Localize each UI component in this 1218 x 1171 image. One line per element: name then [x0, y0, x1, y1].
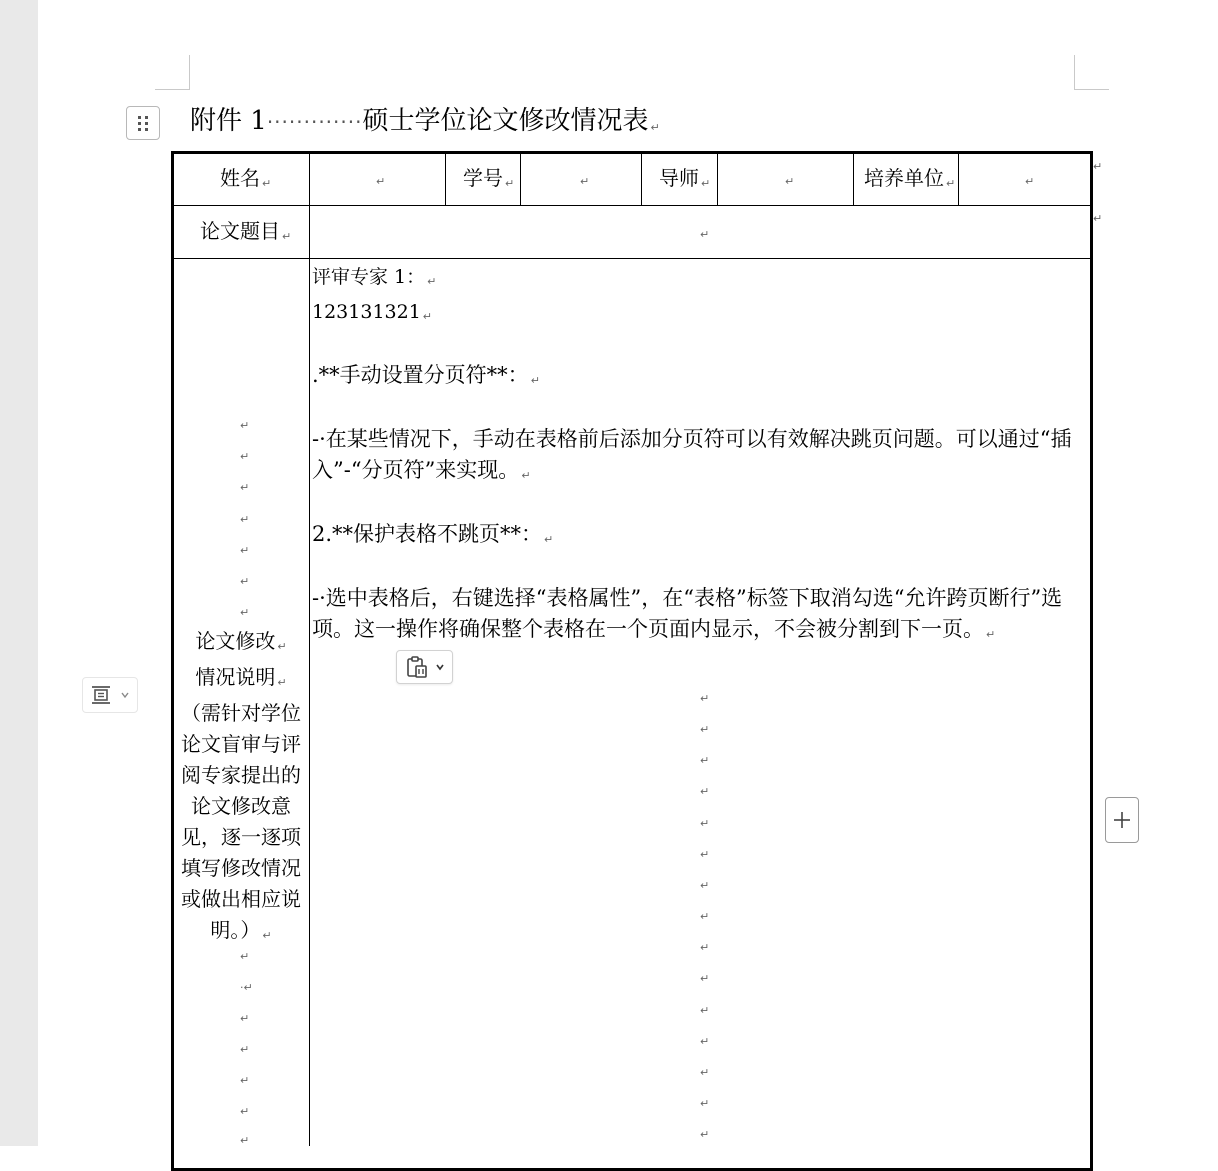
thesis-title-label-cell[interactable]: 论文题目 ↵	[200, 219, 292, 243]
advisor-label-cell[interactable]: 导师 ↵	[659, 166, 711, 190]
table-drag-handle-button[interactable]	[126, 106, 160, 140]
empty-paragraph: ↵	[700, 972, 710, 985]
empty-paragraph: ↵	[240, 513, 250, 526]
annex-label: 附件 1	[190, 106, 267, 136]
add-row-icon	[1112, 810, 1132, 830]
reviewer-number: 123131321	[312, 301, 421, 323]
row-end-mark: ↵	[1093, 212, 1103, 225]
id-value-cell[interactable]: ↵	[580, 175, 590, 188]
heading-protect-table: 2.**保护表格不跳页**：	[312, 522, 543, 546]
title-dot-leader: ·············	[266, 110, 363, 134]
empty-paragraph: ↵	[700, 692, 710, 705]
empty-paragraph: ↵	[700, 941, 710, 954]
layout-options-button[interactable]	[82, 677, 138, 713]
empty-paragraph: ↵	[240, 419, 250, 432]
empty-paragraph: ↵	[240, 481, 250, 494]
empty-paragraph: ·↵	[240, 981, 253, 994]
thesis-title-value-cell[interactable]: ↵	[700, 228, 710, 241]
document-title: 附件 1·············硕士学位论文修改情况表 ↵	[190, 106, 660, 136]
reviewer-label: 评审专家 1：	[312, 266, 426, 288]
empty-paragraph: ↵	[240, 575, 250, 588]
empty-paragraph: ↵	[700, 910, 710, 923]
empty-paragraph: ↵	[240, 1043, 250, 1056]
empty-paragraph: ↵	[700, 1035, 710, 1048]
revision-description-label-cell[interactable]: 论文修改 ↵ 情况说明 ↵ （需针对学位 论文盲审与评 阅专家提出的 论文修改意 见，逐一逐项 填写修改情况 或做出相应说 明。） ↵	[181, 629, 301, 942]
empty-paragraph: ↵	[240, 1074, 250, 1087]
empty-paragraph: ↵	[240, 1134, 250, 1147]
empty-paragraph: ↵	[700, 1066, 710, 1079]
left-gutter	[0, 0, 38, 1146]
empty-paragraph: ↵	[700, 848, 710, 861]
chevron-down-icon	[120, 690, 130, 700]
row-end-mark: ↵	[1093, 160, 1103, 173]
empty-paragraph: ↵	[700, 723, 710, 736]
paste-options-button[interactable]	[396, 650, 453, 684]
heading-manual-page-break: .**手动设置分页符**：	[312, 363, 529, 387]
chevron-down-icon	[435, 662, 445, 672]
drag-handle-icon	[138, 116, 149, 131]
margin-corner-top-right	[1074, 55, 1109, 90]
add-row-button[interactable]	[1105, 797, 1139, 843]
empty-paragraph: ↵	[700, 1097, 710, 1110]
empty-paragraph: ↵	[240, 1105, 250, 1118]
empty-paragraph: ↵	[700, 785, 710, 798]
empty-paragraph: ↵	[240, 450, 250, 463]
empty-paragraph: ↵	[240, 606, 250, 619]
unit-label-cell[interactable]: 培养单位 ↵	[864, 166, 956, 190]
empty-paragraph: ↵	[700, 1004, 710, 1017]
revision-content-cell[interactable]: 评审专家 1： ↵ 123131321 ↵ .**手动设置分页符**： ↵ -·在某些情况下，手动在表格前后添加分页符可以有效解决跳页问题。可以通过“插入”-“分页符”来实现。 ↵ 2.**保护表格不跳页**： ↵ -·选中表格后，右键选择“表格属性”，在“表格”标签下取消勾选“允许跨页断行”选项。这一操作将确保整个表格在一个页面内显示，不会被分割到下一页。 ↵	[312, 266, 1072, 641]
empty-paragraph: ↵	[700, 879, 710, 892]
paragraph-manual-page-break: -·在某些情况下，手动在表格前后添加分页符可以有效解决跳页问题。可以通过“插入”-“分页符”来实现。	[312, 427, 1072, 482]
unit-value-cell[interactable]: ↵	[1025, 175, 1035, 188]
layout-options-icon	[90, 684, 112, 706]
empty-paragraph: ↵	[240, 544, 250, 557]
advisor-value-cell[interactable]: ↵	[785, 175, 795, 188]
margin-corner-top-left	[155, 55, 190, 90]
paragraph-protect-table: -·选中表格后，右键选择“表格属性”，在“表格”标签下取消勾选“允许跨页断行”选项。这一操作将确保整个表格在一个页面内显示，不会被分割到下一页。	[312, 586, 1063, 641]
paste-options-icon	[405, 655, 429, 679]
empty-paragraph: ↵	[700, 1128, 710, 1141]
name-value-cell[interactable]: ↵	[376, 175, 386, 188]
empty-paragraph: ↵	[700, 817, 710, 830]
title-main: 硕士学位论文修改情况表	[362, 106, 649, 136]
name-label-cell[interactable]: 姓名 ↵	[220, 166, 272, 190]
empty-paragraph: ↵	[700, 754, 710, 767]
empty-paragraph: ↵	[240, 1012, 250, 1025]
id-label-cell[interactable]: 学号 ↵	[463, 166, 515, 190]
empty-paragraph: ↵	[240, 950, 250, 963]
